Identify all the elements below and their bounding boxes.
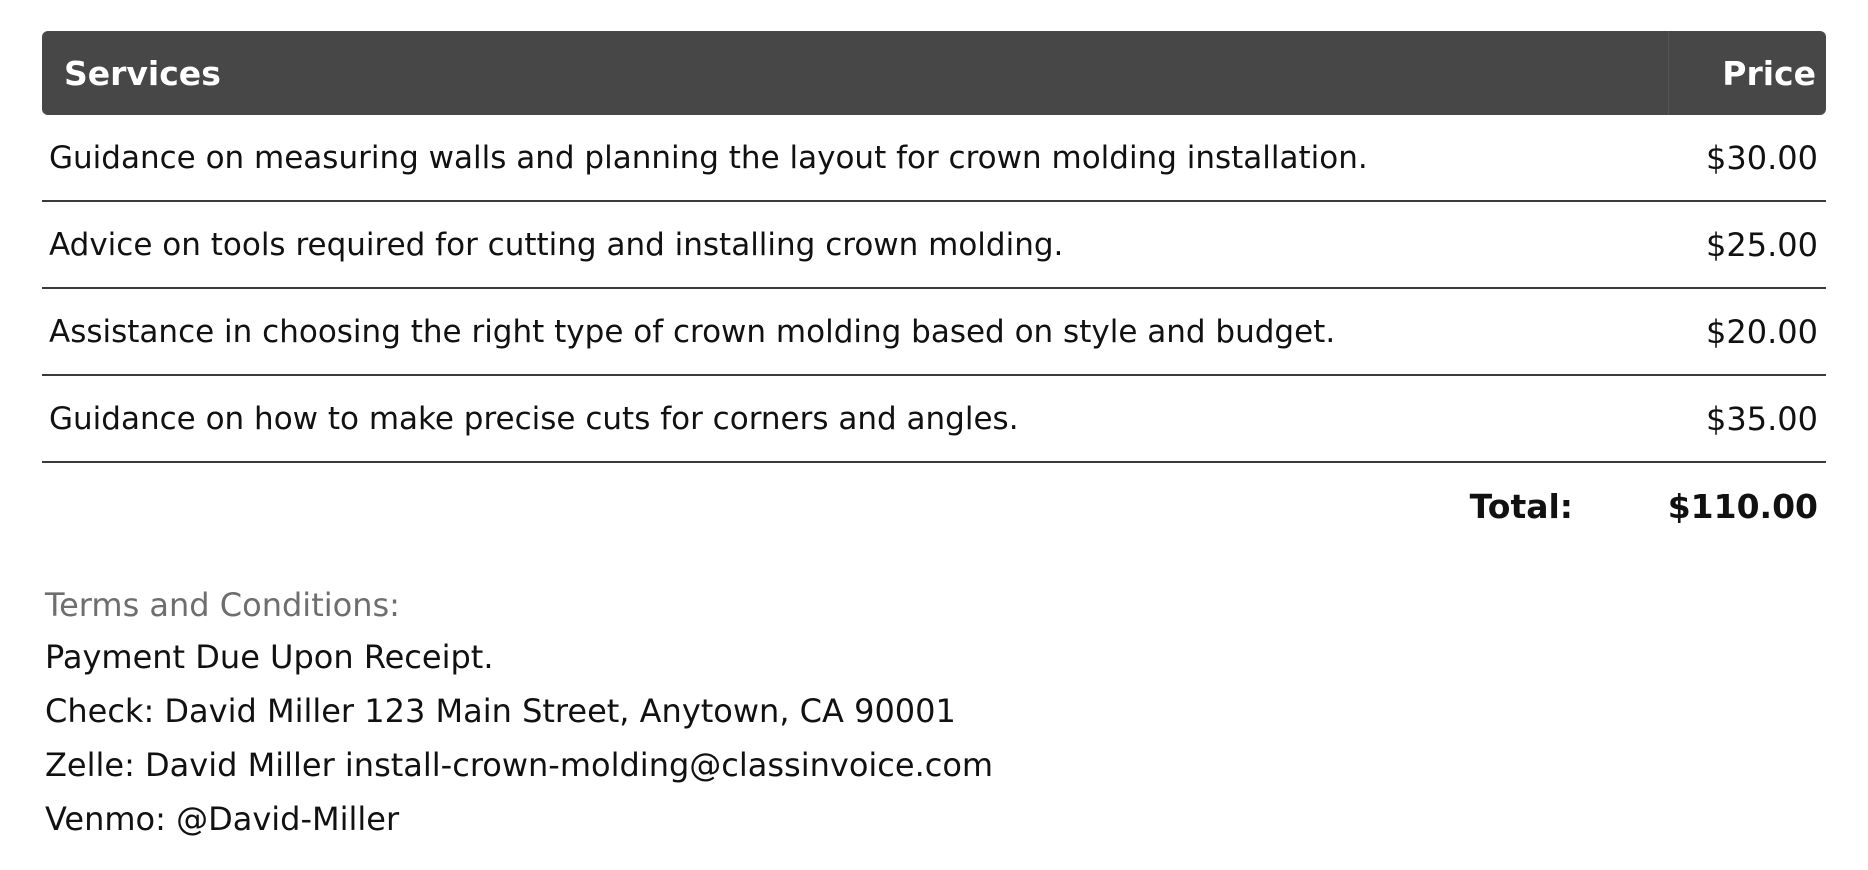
table-row xyxy=(42,288,1826,375)
table-row xyxy=(42,375,1826,462)
service-price: $35.00 xyxy=(1668,375,1826,462)
terms-payment-due: Payment Due Upon Receipt. xyxy=(45,638,494,676)
service-description: Guidance on how to make precise cuts for corners and angles. xyxy=(42,375,1668,462)
service-description: Assistance in choosing the right type of crown molding based on style and budget. xyxy=(42,288,1668,375)
service-price: $20.00 xyxy=(1668,288,1826,375)
service-price: $25.00 xyxy=(1668,201,1826,288)
terms-venmo: Venmo: @David-Miller xyxy=(45,800,400,838)
terms-zelle: Zelle: David Miller install-crown-molding@classinvoice.com xyxy=(45,746,994,784)
total-row xyxy=(42,463,1826,549)
services-table xyxy=(42,31,1826,463)
table-row xyxy=(42,115,1826,201)
terms-title: Terms and Conditions: xyxy=(45,586,400,624)
table-body xyxy=(42,115,1826,462)
price-column-header: Price xyxy=(1668,31,1826,115)
terms-section xyxy=(45,580,993,846)
services-table-container xyxy=(42,31,1826,549)
table-header xyxy=(42,31,1826,115)
table-row xyxy=(42,201,1826,288)
service-description: Advice on tools required for cutting and installing crown molding. xyxy=(42,201,1668,288)
header-row xyxy=(42,31,1826,115)
terms-check: Check: David Miller 123 Main Street, Anytown, CA 90001 xyxy=(45,692,956,730)
total-value: $110.00 xyxy=(1667,486,1818,526)
service-price: $30.00 xyxy=(1668,115,1826,201)
services-column-header: Services xyxy=(42,31,1668,115)
service-description: Guidance on measuring walls and planning the layout for crown molding installation. xyxy=(42,115,1668,201)
total-label: Total: xyxy=(1469,486,1573,526)
